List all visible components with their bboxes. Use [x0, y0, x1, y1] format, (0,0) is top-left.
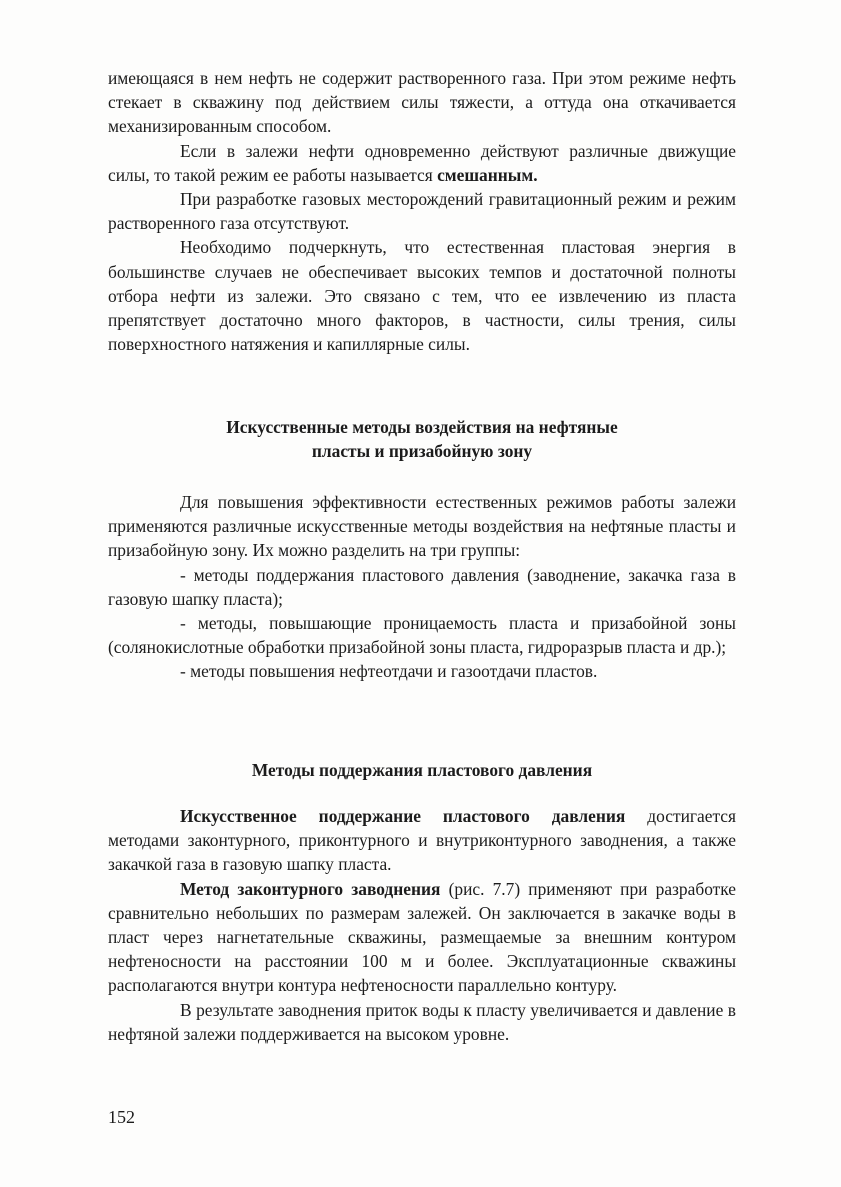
text-block-middle	[108, 490, 736, 684]
page-number: 152	[108, 1107, 135, 1127]
text-block-top	[108, 66, 736, 356]
emphasis-term: Искусственное поддержание пластового давления	[180, 806, 626, 826]
paragraph	[108, 877, 736, 998]
section-heading	[108, 415, 736, 463]
paragraph-text: достигается методами законтурного, приконтурного и внутриконтурного заводнения, а также закачкой газа в газовую шапку пласта.	[108, 806, 736, 875]
section-heading-line: пласты и призабойную зону	[311, 441, 533, 462]
text-block-bottom	[108, 804, 736, 1046]
paragraph	[108, 139, 736, 187]
paragraph-text: Если в залежи нефти одновременно действуют различные движущие силы, то такой режим ее работы называется	[108, 140, 736, 185]
section-heading-line: Искусственные методы воздействия на нефтяные	[226, 417, 618, 437]
paragraph: В результате заводнения приток воды к пласту увеличивается и давление в нефтяной залежи поддерживается на высоком уровне.	[108, 999, 736, 1044]
list-item: - методы, повышающие проницаемость пласта и призабойной зоны (солянокислотные обработки призабойной зоны пласта, гидроразрыв пласта и др.);	[108, 613, 736, 658]
paragraph: При разработке газовых месторождений гравитационный режим и режим растворенного газа отсутствуют.	[108, 189, 736, 234]
emphasis-term: Метод законтурного заводнения	[180, 878, 441, 899]
paragraph-text: .	[533, 164, 538, 185]
list-item: - методы повышения нефтеотдачи и газоотдачи пластов.	[180, 661, 598, 682]
list-item: - методы поддержания пластового давления (заводнение, закачка газа в газовую шапку пласта);	[108, 564, 736, 609]
paragraph	[108, 804, 736, 877]
section-heading: Методы поддержания пластового давления	[251, 760, 593, 780]
paragraph: имеющаяся в нем нефть не содержит растворенного газа. При этом режиме нефть стекает в скважину под действием силы тяжести, а оттуда она откачивается механизированным способом.	[108, 68, 736, 137]
paragraph: Необходимо подчеркнуть, что естественная пластовая энергия в большинстве случаев не обеспечивает высоких темпов и достаточной полноты отбора нефти из залежи. Это связано с тем, что ее извлечению из пласта препятствует достаточно много факторов, в частности, силы трения, силы поверхностного натяжения и капиллярные силы.	[108, 237, 736, 355]
paragraph: Для повышения эффективности естественных режимов работы залежи применяются различные искусственные методы воздействия на нефтяные пласты и призабойную зону. Их можно разделить на три группы:	[108, 492, 736, 561]
paragraph-text: (рис. 7.7) применяют при разработке сравнительно небольших по размерам залежей. Он заключается в закачке воды в пласт через нагнетательные скважины, размещаемые за внешним контуром нефтеносности на расстоянии 100 м и более. Эксплуатационные скважины располагаются внутри контура нефтеносности параллельно контуру.	[108, 878, 736, 996]
emphasis-term: смешанным	[437, 164, 534, 185]
